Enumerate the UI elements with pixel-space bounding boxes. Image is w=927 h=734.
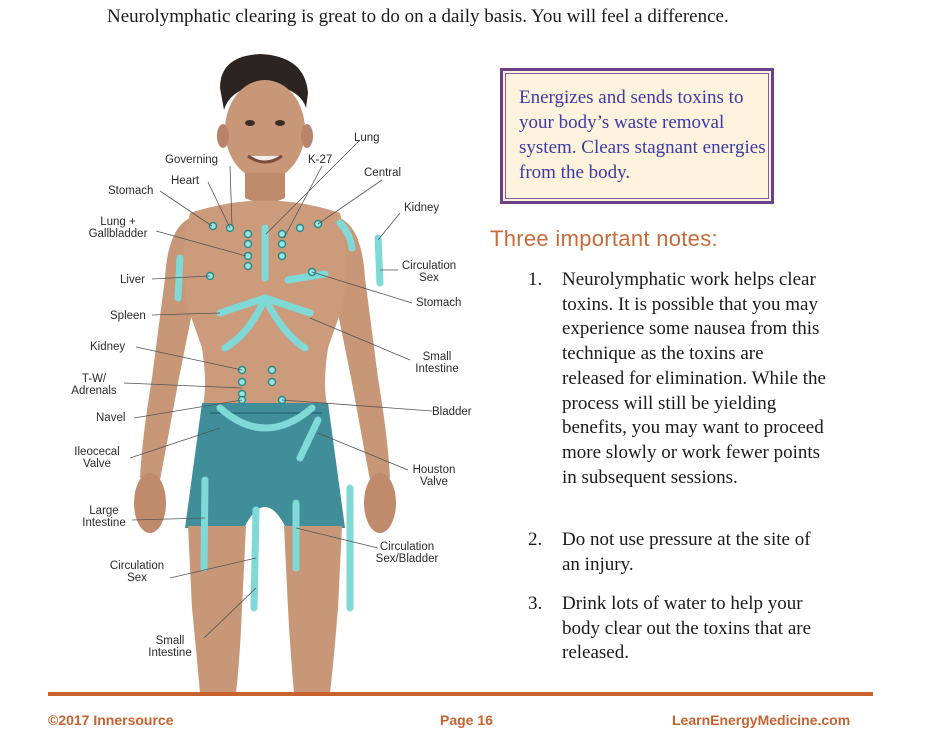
notes-list <box>528 268 828 666</box>
label-liver: Liver <box>120 274 145 286</box>
note-text: Do not use pressure at the site of an injury. <box>562 529 811 575</box>
label-circulation-sex-right: Circulation Sex <box>401 260 457 284</box>
footer-divider <box>48 692 873 696</box>
label-ileocecal-valve: Ileocecal Valve <box>74 446 120 470</box>
footer-page-number: Page 16 <box>440 712 493 728</box>
label-circulation-sex-left: Circulation Sex <box>109 560 165 584</box>
label-houston-valve: Houston Valve <box>412 464 456 488</box>
label-heart: Heart <box>171 175 200 187</box>
label-bladder: Bladder <box>432 406 472 418</box>
label-lung-top: Lung <box>354 132 380 144</box>
note-item <box>528 592 828 666</box>
note-item <box>528 268 828 528</box>
label-tw-adrenals: T-W/ Adrenals <box>71 373 117 397</box>
note-item <box>528 528 828 592</box>
label-circulation-sex-bladder: Circulation Sex/Bladder <box>375 541 439 565</box>
note-text: Drink lots of water to help your body clear out the toxins that are released. <box>562 593 812 664</box>
label-large-intestine: Large Intestine <box>82 505 126 529</box>
label-small-intestine-right: Small Intestine <box>415 351 459 375</box>
note-number: 1. <box>528 269 543 290</box>
label-k27: K-27 <box>308 154 333 166</box>
label-governing: Governing <box>165 154 219 166</box>
label-spleen: Spleen <box>110 310 146 322</box>
label-central: Central <box>364 167 402 179</box>
intro-text: Neurolymphatic clearing is great to do on a daily basis. You will feel a difference. <box>107 6 729 27</box>
callout-text: Energizes and sends toxins to your body’s waste removal system. Clears stagnant energies from the body. <box>519 87 766 183</box>
note-number: 2. <box>528 529 543 550</box>
label-navel: Navel <box>96 412 126 424</box>
label-stomach-left: Stomach <box>108 185 154 197</box>
label-small-intestine-bottom: Small Intestine <box>148 635 192 659</box>
note-text: Neurolymphatic work helps clear toxins. It is possible that you may experience some nausea from this technique as the toxins are released for elimination. While the process will still be yielding benefits, you may want to proceed more slowly or work fewer points in subsequent sessions. <box>562 269 826 488</box>
footer-copyright: ©2017 Innersource <box>48 712 174 728</box>
footer-website-link[interactable]: LearnEnergyMedicine.com <box>672 712 851 728</box>
notes-heading: Three important notes: <box>490 226 718 251</box>
label-kidney-left: Kidney <box>90 341 126 353</box>
note-number: 3. <box>528 593 543 614</box>
label-lung-gallbladder: Lung + Gallbladder <box>88 216 148 240</box>
label-stomach-right: Stomach <box>416 297 462 309</box>
callout-box <box>500 68 774 204</box>
label-kidney-right: Kidney <box>404 202 440 214</box>
body-figure <box>60 48 480 693</box>
